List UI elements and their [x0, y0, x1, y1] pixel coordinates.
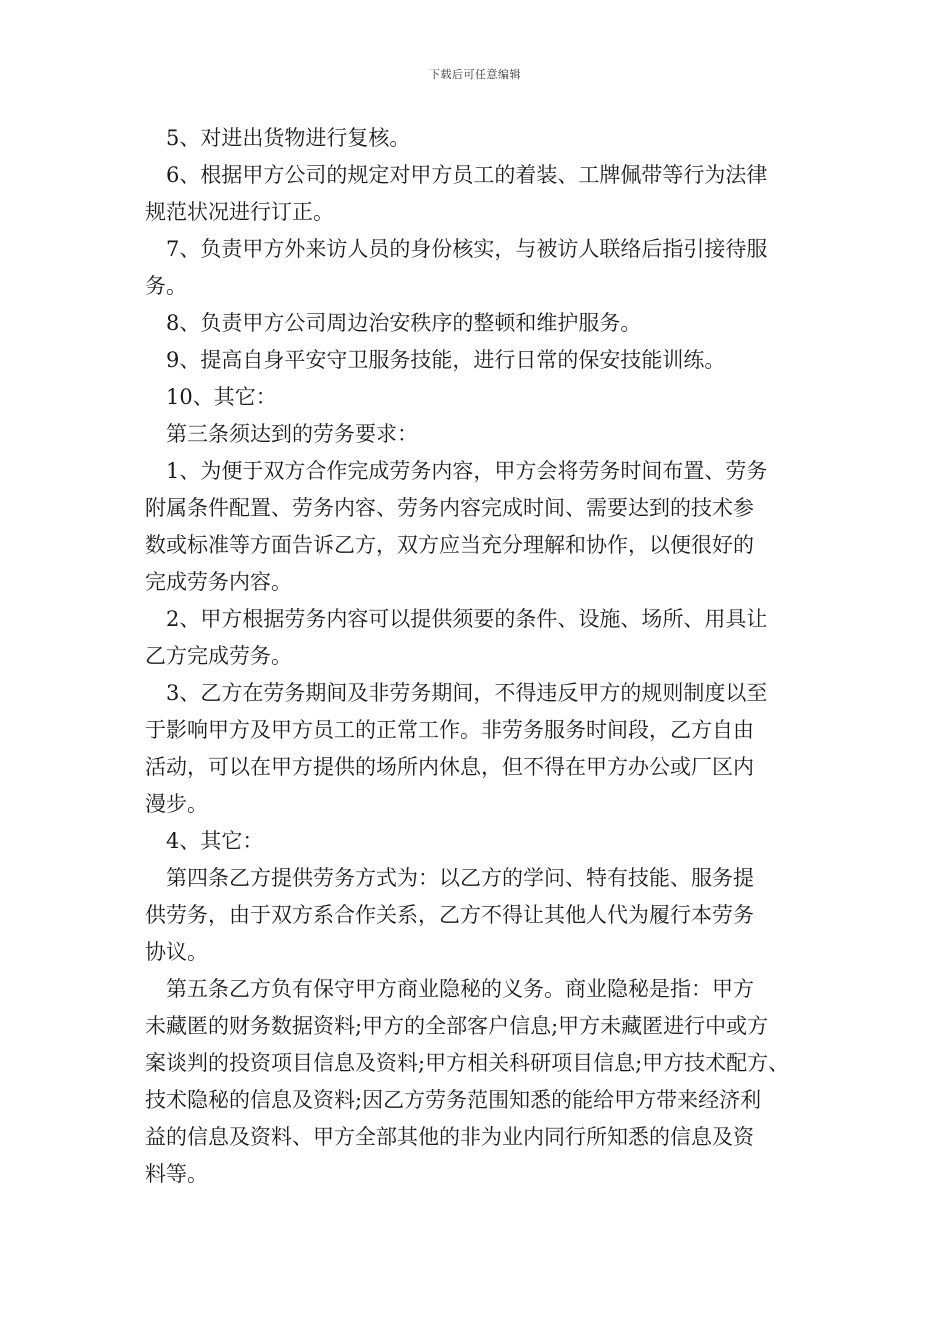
paragraph-item-8 [145, 305, 820, 342]
paragraph-requirement-2 [145, 601, 820, 675]
text-line: 附属条件配置、劳务内容、劳务内容完成时间、需要达到的技术参 [145, 496, 754, 520]
text-line: 1、为便于双方合作完成劳务内容，甲方会将劳务时间布置、劳务 [166, 459, 768, 483]
text-line: 第五条乙方负有保守甲方商业隐秘的义务。商业隐秘是指：甲方 [166, 977, 754, 1001]
text-line: 8、负责甲方公司周边治安秩序的整顿和维护服务。 [166, 311, 642, 335]
text-line: 案谈判的投资项目信息及资料;甲方相关科研项目信息;甲方技术配方、 [145, 1051, 790, 1075]
text-line: 6、根据甲方公司的规定对甲方员工的着装、工牌佩带等行为法律 [166, 163, 768, 187]
text-line: 7、负责甲方外来访人员的身份核实，与被访人联络后指引接待服 [166, 237, 768, 261]
text-line: 料等。 [145, 1162, 208, 1186]
text-line: 技术隐秘的信息及资料;因乙方劳务范围知悉的能给甲方带来经济利 [145, 1088, 762, 1112]
text-line: 于影响甲方及甲方员工的正常工作。非劳务服务时间段，乙方自由 [145, 718, 754, 742]
text-line: 漫步。 [145, 792, 208, 816]
text-line: 协议。 [145, 940, 208, 964]
paragraph-item-9 [145, 342, 820, 379]
text-line: 2、甲方根据劳务内容可以提供须要的条件、设施、场所、用具让 [166, 607, 768, 631]
text-line: 第四条乙方提供劳务方式为：以乙方的学问、特有技能、服务提 [166, 866, 754, 890]
paragraph-requirement-3 [145, 675, 820, 823]
paragraph-article-4 [145, 860, 820, 971]
text-line: 第三条须达到的劳务要求： [166, 422, 418, 446]
text-line: 务。 [145, 274, 187, 298]
paragraph-item-6 [145, 157, 820, 231]
text-line: 3、乙方在劳务期间及非劳务期间，不得违反甲方的规则制度以至 [166, 681, 768, 705]
text-line: 4、其它： [166, 829, 264, 853]
text-line: 完成劳务内容。 [145, 570, 292, 594]
text-line: 数或标准等方面告诉乙方，双方应当充分理解和协作，以便很好的 [145, 533, 754, 557]
text-line: 益的信息及资料、甲方全部其他的非为业内同行所知悉的信息及资 [145, 1125, 754, 1149]
text-line: 5、对进出货物进行复核。 [166, 126, 411, 150]
text-line: 未藏匿的财务数据资料;甲方的全部客户信息;甲方未藏匿进行中或方 [145, 1014, 769, 1038]
paragraph-item-7 [145, 231, 820, 305]
document-body [145, 120, 820, 1193]
paragraph-requirement-4 [145, 823, 820, 860]
paragraph-requirement-1 [145, 453, 820, 601]
text-line: 规范状况进行订正。 [145, 200, 334, 224]
text-line: 供劳务，由于双方系合作关系，乙方不得让其他人代为履行本劳务 [145, 903, 754, 927]
paragraph-item-5 [145, 120, 820, 157]
text-line: 活动，可以在甲方提供的场所内休息，但不得在甲方办公或厂区内 [145, 755, 754, 779]
paragraph-article-5 [145, 971, 820, 1193]
text-line: 10、其它： [166, 385, 277, 409]
paragraph-item-10 [145, 379, 820, 416]
text-line: 9、提高自身平安守卫服务技能，进行日常的保安技能训练。 [166, 348, 726, 372]
section-heading-article-3 [145, 416, 820, 453]
text-line: 乙方完成劳务。 [145, 644, 292, 668]
page-header: 下载后可任意编辑 [429, 68, 521, 81]
